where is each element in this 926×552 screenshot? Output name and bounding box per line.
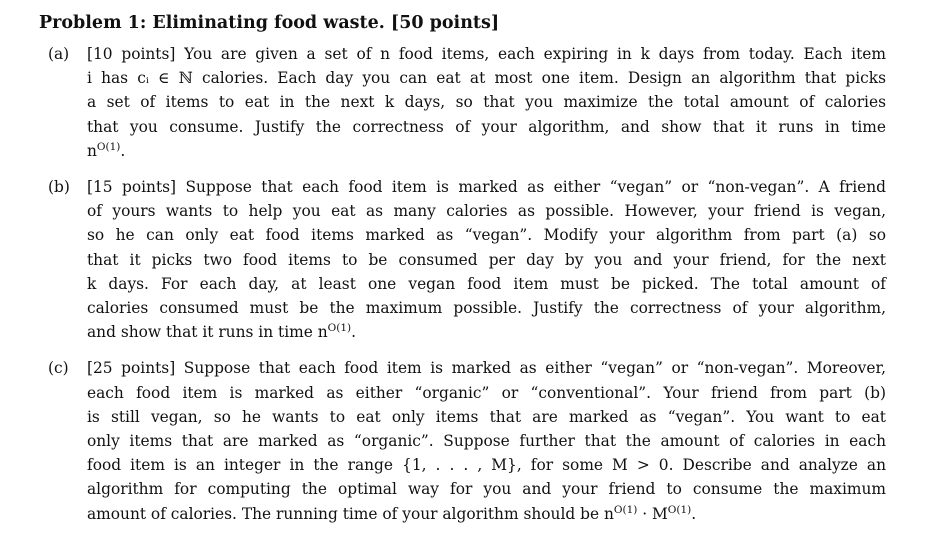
- part-b-line-1: [15 points] Suppose that each food item is marked as either “vegan” or “non-vegan”. A friend: [87, 178, 886, 197]
- part-a-line-5: [87, 139, 886, 163]
- part-b-line-3: so he can only eat food items marked as “vegan”. Modify your algorithm from part (a) so: [87, 226, 886, 245]
- part-a-line-3: a set of items to eat in the next k days, so that you maximize the total amount of calories: [87, 93, 886, 112]
- part-a-label: (a): [48, 45, 70, 63]
- part-c-tail-period: .: [691, 504, 697, 523]
- part-b-tail-period: .: [351, 323, 357, 342]
- part-b-tail-exponent: O(1): [327, 322, 352, 335]
- part-c-tail-exponent-n: O(1): [613, 503, 638, 516]
- part-c-label: (c): [48, 359, 69, 378]
- part-b-line-5: k days. For each day, at least one vegan food item must be picked. The total amount of: [87, 274, 886, 293]
- part-a-line-4: that you consume. Justify the correctness of your algorithm, and show that it runs in time: [87, 117, 886, 136]
- part-c-line-4: only items that are marked as “organic”. Suppose further that the amount of calories in each: [87, 432, 886, 451]
- part-b-line-2: of yours wants to help you eat as many calories as possible. However, your friend is vegan,: [87, 202, 886, 221]
- part-c-tail-mid: · M: [637, 504, 668, 523]
- part-c-line-6: algorithm for computing the optimal way for you and your friend to consume the maximum: [87, 480, 886, 499]
- part-a-tail-base: n: [87, 141, 97, 160]
- part-b: [39, 175, 886, 344]
- part-a-tail-exponent: O(1): [96, 140, 121, 153]
- part-c-line-5: food item is an integer in the range {1, . . . , M}, for some M > 0. Describe and analyze an: [87, 456, 886, 475]
- problem-title: Problem 1: Eliminating food waste. [50 points]: [39, 13, 500, 33]
- part-c-line-3: is still vegan, so he wants to eat only items that are marked as “vegan”. You want to eat: [87, 407, 886, 426]
- part-b-line-4: that it picks two food items to be consumed per day by you and your friend, for the next: [87, 250, 886, 269]
- part-c-line-7: [87, 502, 886, 526]
- part-b-line-6: calories consumed must be the maximum possible. Justify the correctness of your algorithm,: [87, 299, 886, 318]
- part-a-line-1: [10 points] You are given a set of n food items, each expiring in k days from today. Each item: [87, 45, 886, 63]
- part-b-label: (b): [48, 178, 70, 197]
- part-a-line-2: i has cᵢ ∈ ℕ calories. Each day you can eat at most one item. Design an algorithm that picks: [87, 69, 886, 88]
- part-c-line-1: [25 points] Suppose that each food item is marked as either “vegan” or “non-vegan”. Moreover,: [87, 359, 886, 378]
- part-c-line-2: each food item is marked as either “organic” or “conventional”. Your friend from part (b): [87, 383, 886, 402]
- part-c: [39, 356, 886, 525]
- part-b-line-7: [87, 320, 886, 344]
- part-b-tail-base: and show that it runs in time n: [87, 323, 328, 342]
- part-a-tail-period: .: [120, 141, 126, 160]
- part-a: [39, 42, 886, 163]
- part-c-tail-base: amount of calories. The running time of your algorithm should be n: [87, 504, 614, 523]
- part-c-tail-exponent-m: O(1): [667, 503, 692, 516]
